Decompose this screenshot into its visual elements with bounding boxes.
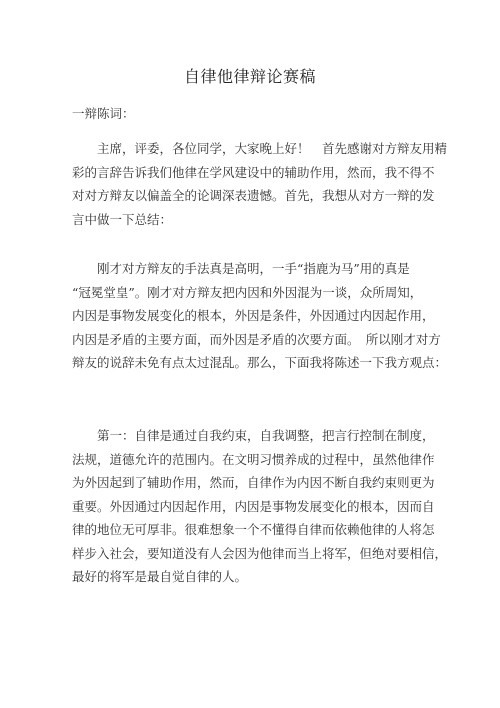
text-line: 彩的言辞告诉我们他律在学风建设中的辅助作用，然而，我不得不 xyxy=(72,164,435,180)
text-line: 刚才对方辩友的手法真是高明，一手“指鹿为马”用的真是 xyxy=(72,261,410,276)
text-line: “冠冕堂皇”。刚才对方辩友把内因和外因混为一谈，众所周知， xyxy=(72,284,423,300)
paragraph-rebuttal xyxy=(72,257,448,375)
text-line: 言中做一下总结： xyxy=(72,211,173,227)
paragraph-opening xyxy=(72,137,448,231)
text-line: 主席，评委，各位同学，大家晚上好！ 首先感谢对方辩友用精 xyxy=(72,141,448,156)
text-line: 对对方辩友以偏盖全的论调深表遗憾。首先，我想从对方一辩的发 xyxy=(72,188,435,203)
speaker-label: 一辩陈词： xyxy=(72,106,135,121)
text-line: 样步入社会，要知道没有人会因为他律而当上将军，但绝对要相信， xyxy=(72,545,448,561)
text-line: 最好的将军是最自觉自律的人。 xyxy=(72,569,248,584)
text-line: 第一：自律是通过自我约束，自我调整，把言行控制在制度， xyxy=(72,428,435,443)
text-line: 内因是事物发展变化的根本，外因是条件，外因通过内因起作用， xyxy=(72,308,435,323)
text-line: 辩友的说辞未免有点太过混乱。那么，下面我将陈述一下我方观点： xyxy=(72,355,448,370)
text-line: 律的地位无可厚非。很难想象一个不懂得自律而依赖他律的人将怎 xyxy=(72,522,435,537)
document-title: 自律他律辩论赛稿 xyxy=(183,67,316,86)
paragraph-point-one xyxy=(72,424,448,589)
text-line: 内因是矛盾的主要方面，而外因是矛盾的次要方面。 所以刚才对方 xyxy=(72,331,441,347)
text-line: 法规，道德允许的范围内。在文明习惯养成的过程中，虽然他律作 xyxy=(72,451,435,467)
text-line: 为外因起到了辅助作用，然而，自律作为内因不断自我约束则更为 xyxy=(72,475,435,490)
text-line: 重要。外因通过内因起作用，内因是事物发展变化的根本，因而自 xyxy=(72,498,435,514)
